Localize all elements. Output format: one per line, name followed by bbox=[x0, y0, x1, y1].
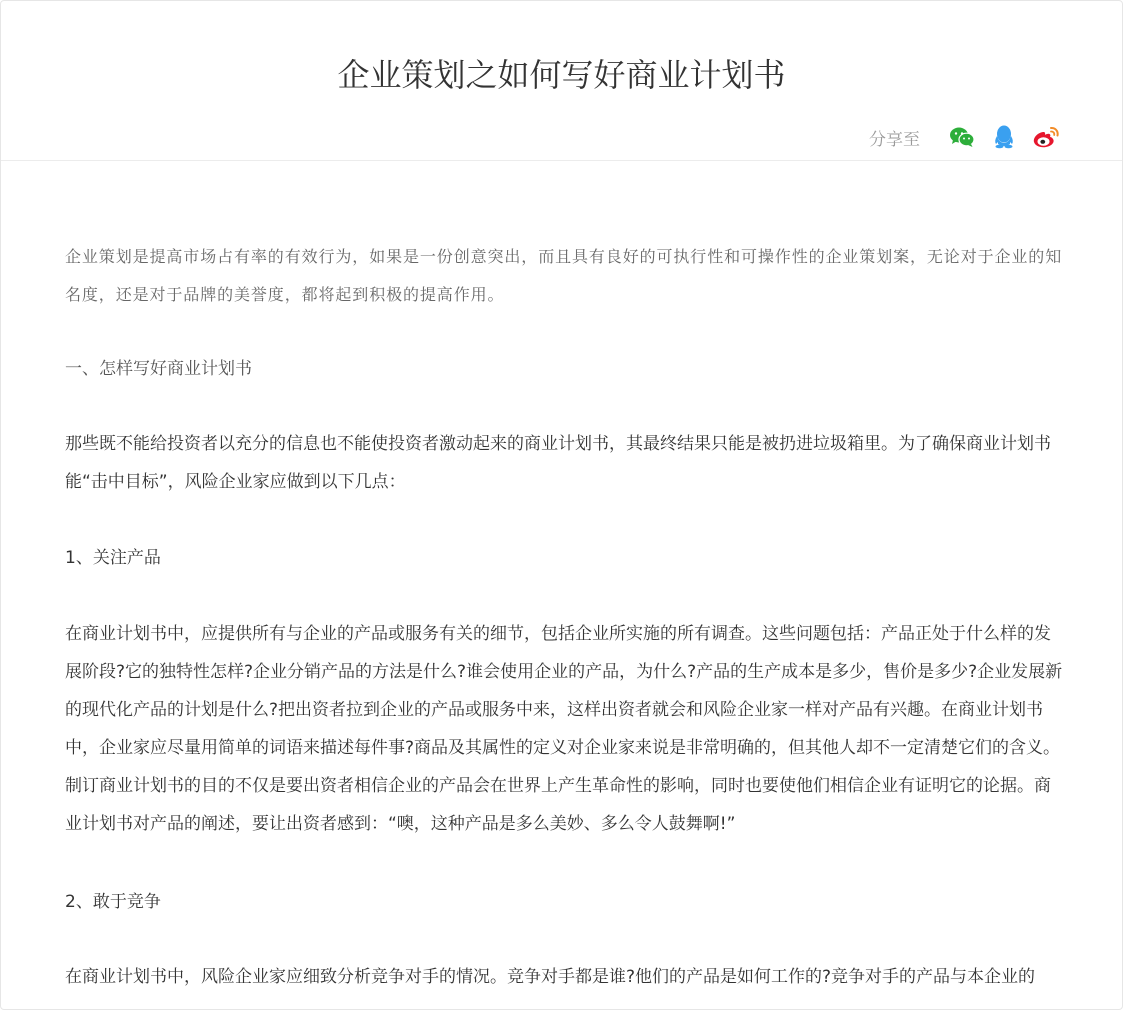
share-label: 分享至 bbox=[869, 129, 920, 150]
body-paragraph: 在商业计划书中，风险企业家应细致分析竞争对手的情况。竞争对手都是谁?他们的产品是如何工作的?竞争对手的产品与本企业的 bbox=[65, 967, 1036, 987]
weibo-icon[interactable] bbox=[1032, 123, 1060, 151]
wechat-icon[interactable] bbox=[948, 123, 976, 151]
intro-paragraph: 企业策划是提高市场占有率的有效行为，如果是一份创意突出，而且具有良好的可执行性和可操作性的企业策划案，无论对于企业的知名度，还是对于品牌的美誉度，都将起到积极的提高作用。 bbox=[65, 247, 1063, 304]
section-heading: 一、怎样写好商业计划书 bbox=[65, 359, 252, 379]
body-paragraph: 那些既不能给投资者以充分的信息也不能使投资者激动起来的商业计划书，其最终结果只能是被扔进垃圾箱里。为了确保商业计划书能“击中目标”，风险企业家应做到以下几点： bbox=[65, 434, 1051, 492]
article-title: 企业策划之如何写好商业计划书 bbox=[337, 56, 786, 94]
article-header bbox=[1, 1, 1122, 161]
subsection-heading: 2、敢于竞争 bbox=[65, 892, 161, 912]
share-bar bbox=[869, 123, 1060, 151]
subsection-heading: 1、关注产品 bbox=[65, 548, 161, 568]
body-paragraph: 在商业计划书中，应提供所有与企业的产品或服务有关的细节，包括企业所实施的所有调查。这些问题包括：产品正处于什么样的发展阶段?它的独特性怎样?企业分销产品的方法是什么?谁会使用企业的产品，为什么?产品的生产成本是多少，售价是多少?企业发展新的现代化产品的计划是什么?把出资者拉到企业的产品或服务中来，这样出资者就会和风险企业家一样对产品有兴趣。在商业计划书中，企业家应尽量用简单的词语来描述每件事?商品及其属性的定义对企业家来说是非常明确的，但其他人却不一定清楚它们的含义。制订商业计划书的目的不仅是要出资者相信企业的产品会在世界上产生革命性的影响，同时也要使他们相信企业有证明它的论据。商业计划书对产品的阐述，要让出资者感到：“噢，这种产品是多么美妙、多么令人鼓舞啊!” bbox=[65, 624, 1063, 834]
qq-icon[interactable] bbox=[990, 123, 1018, 151]
